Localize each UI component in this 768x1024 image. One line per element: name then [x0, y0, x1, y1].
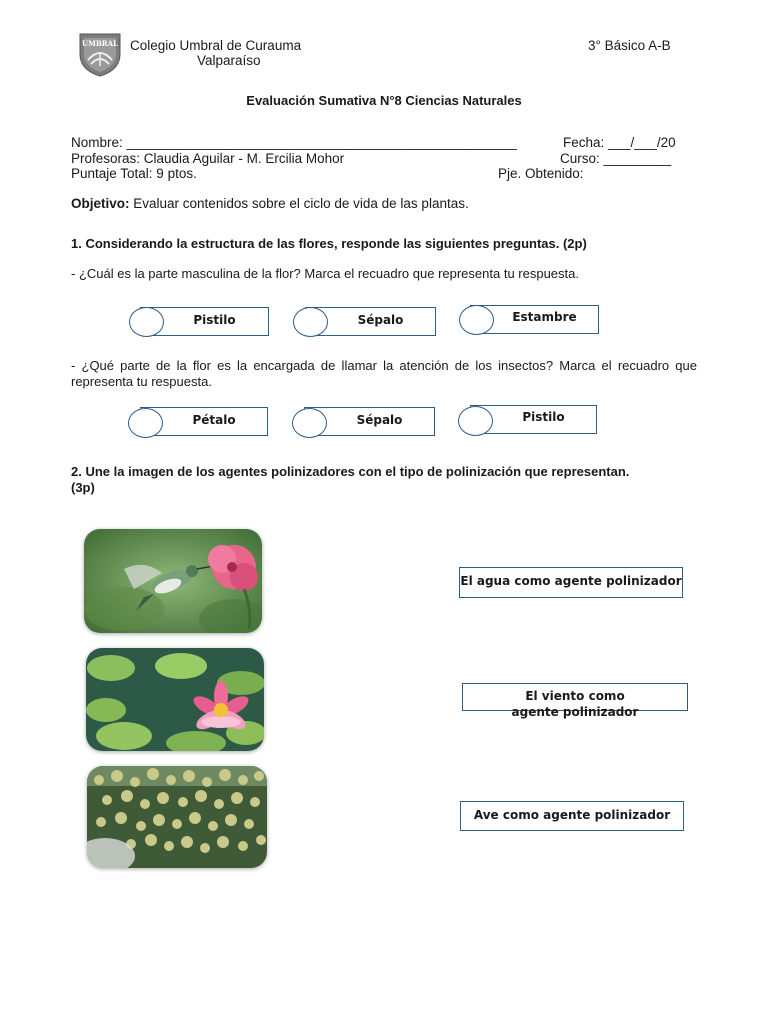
answer-checkbox[interactable]: [292, 408, 327, 438]
option-label: Pistilo: [522, 410, 565, 424]
field-obtenido: Pje. Obtenido:: [498, 166, 584, 181]
option-label: Estambre: [512, 310, 577, 324]
answer-checkbox[interactable]: [128, 408, 163, 438]
option-label: Sépalo: [357, 313, 404, 327]
objective-text: Evaluar contenidos sobre el ciclo de vida de las plantas.: [129, 196, 469, 211]
field-nombre: Nombre: ____________________________________________________: [71, 135, 517, 150]
option-label: Sépalo: [356, 413, 403, 427]
match-box-wind[interactable]: El viento como agente polinizador: [462, 683, 688, 711]
school-city: Valparaíso: [197, 53, 261, 68]
match-box-bird[interactable]: Ave como agente polinizador: [460, 801, 684, 831]
answer-checkbox[interactable]: [129, 307, 164, 337]
q2-heading: 2. Une la imagen de los agentes polinizadores con el tipo de polinización que representan. (3p): [71, 464, 630, 495]
option-label: Pistilo: [193, 313, 236, 327]
water-lily-image[interactable]: [86, 648, 264, 751]
page-title: Evaluación Sumativa N°8 Ciencias Naturales: [246, 93, 522, 108]
q1-heading: 1. Considerando la estructura de las flores, responde las siguientes preguntas. (2p): [71, 236, 587, 251]
objective-label: Objetivo:: [71, 196, 130, 211]
school-name: Colegio Umbral de Curauma: [130, 38, 302, 53]
grade-label: 3° Básico A-B: [588, 38, 671, 53]
q1a-text: - ¿Cuál es la parte masculina de la flor? Marca el recuadro que representa tu respuesta.: [71, 266, 579, 281]
hummingbird-image[interactable]: [84, 529, 262, 633]
option-label: Pétalo: [192, 413, 236, 427]
svg-text:UMBRAL: UMBRAL: [82, 39, 118, 48]
pine-trees-image[interactable]: [87, 766, 267, 868]
match-box-water[interactable]: El agua como agente polinizador: [459, 567, 683, 598]
objective: [71, 196, 469, 211]
field-curso: Curso: _________: [560, 151, 672, 166]
school-logo: [76, 30, 124, 78]
q1b-text: - ¿Qué parte de la flor es la encargada de llamar la atención de los insectos? Marca el recuadro que representa tu respuesta.: [71, 358, 697, 389]
field-profesoras: Profesoras: Claudia Aguilar - M. Ercilia Mohor: [71, 151, 345, 166]
answer-checkbox[interactable]: [293, 307, 328, 337]
school-crest-icon: [76, 30, 124, 78]
answer-checkbox[interactable]: [458, 406, 493, 436]
field-fecha: Fecha: ___/___/20: [563, 135, 676, 150]
field-puntaje: Puntaje Total: 9 ptos.: [71, 166, 197, 181]
answer-checkbox[interactable]: [459, 305, 494, 335]
